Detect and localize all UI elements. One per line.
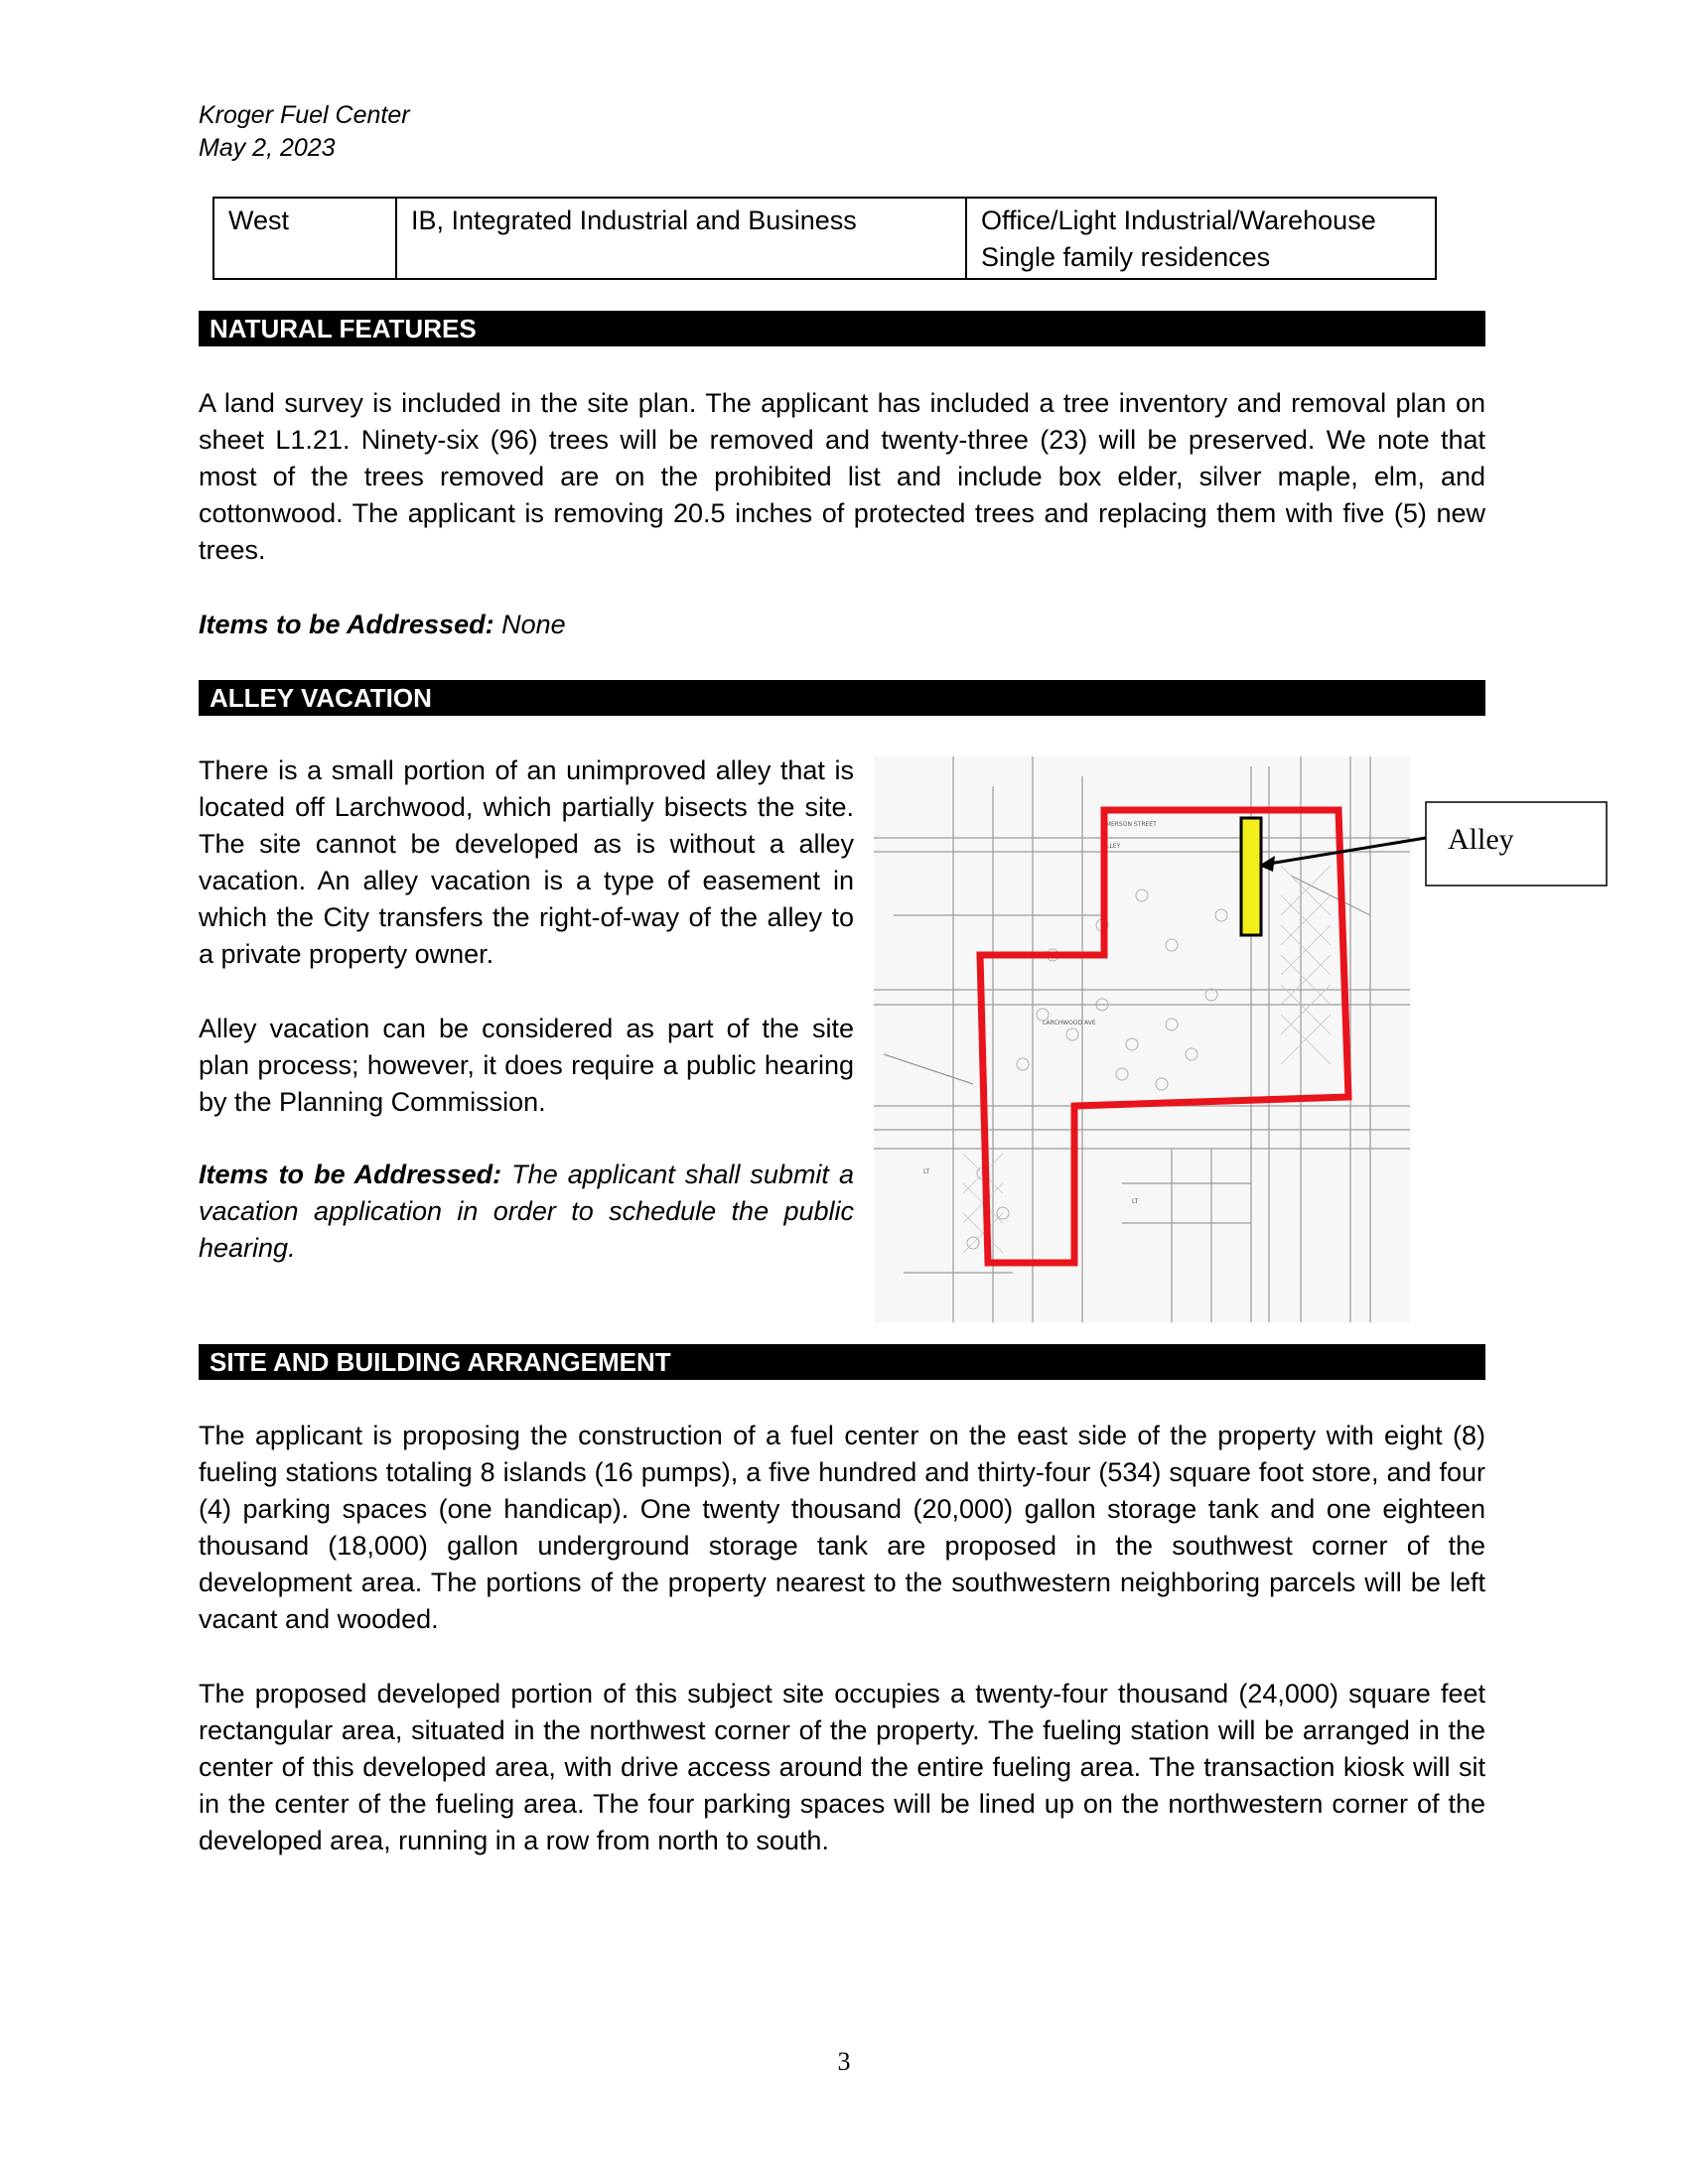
map-background: [874, 756, 1410, 1322]
alley-highlight: [1241, 818, 1261, 935]
section-heading-site-building: SITE AND BUILDING ARRANGEMENT: [199, 1344, 1485, 1380]
map-label: EMERSON STREET: [1102, 821, 1157, 828]
map-label: LARCHWOOD AVE: [1043, 1020, 1096, 1026]
callout-label: Alley: [1448, 823, 1514, 856]
site-plan-map: [874, 756, 1609, 1322]
section-heading-alley-vacation: ALLEY VACATION: [199, 680, 1485, 716]
land-use-cell: [966, 198, 1436, 279]
header-title: Kroger Fuel Center: [199, 101, 410, 129]
land-use-line: Office/Light Industrial/Warehouse: [981, 205, 1376, 235]
natural-features-body: A land survey is included in the site plan. The applicant has included a tree inventory and removal plan on sheet L1.21. Ninety-six (96) trees will be removed and twenty-three (23) will be preserved. We note that most of the trees removed are on the prohibited list and include box elder, silver maple, elm, and cottonwood. The applicant is removing 20.5 inches of protected trees and replacing them with five (5) new trees.: [199, 388, 1485, 565]
map-label: ALLEY: [1102, 843, 1121, 850]
items-label: Items to be Addressed:: [199, 610, 494, 639]
alley-vacation-para1: There is a small portion of an unimproved alley that is located off Larchwood, which partially bisects the site. The site cannot be developed as is without a alley vacation. An alley vacation is a type of easement in which the City transfers the right-of-way of the alley to a private property owner.: [199, 755, 854, 969]
running-header: [199, 99, 410, 165]
direction-cell: West: [213, 198, 396, 279]
section-heading-natural-features: NATURAL FEATURES: [199, 311, 1485, 346]
alley-vacation-para2: Alley vacation can be considered as part of the site plan process; however, it does require a public hearing by the Planning Commission.: [199, 1014, 854, 1117]
land-use-line: Single family residences: [981, 242, 1271, 272]
items-value: None: [493, 610, 566, 639]
items-label: Items to be Addressed:: [199, 1160, 502, 1189]
site-building-para1: The applicant is proposing the construction of a fuel center on the east side of the property with eight (8) fueling stations totaling 8 islands (16 pumps), a five hundred and thirty-four (534) square foot store, and four (4) parking spaces (one handicap). One twenty thousand (20,000) gallon storage tank and one eighteen thousand (18,000) gallon underground storage tank are proposed in the southwest corner of the development area. The portions of the property nearest to the southwestern neighboring parcels will be left vacant and wooded.: [199, 1421, 1485, 1634]
site-building-para2: The proposed developed portion of this subject site occupies a twenty-four thousand (24,000) square feet rectangular area, situated in the northwest corner of the property. The fueling station will be arranged in the center of this developed area, with drive access around the entire fueling area. The transaction kiosk will sit in the center of the fueling area. The four parking spaces will be lined up on the northwestern corner of the developed area, running in a row from north to south.: [199, 1679, 1485, 1855]
natural-features-items: [199, 607, 1485, 643]
map-label: LT: [1132, 1198, 1139, 1205]
table-row: [213, 198, 1436, 279]
page-number: 3: [837, 2047, 851, 2076]
zoning-cell: IB, Integrated Industrial and Business: [396, 198, 966, 279]
alley-vacation-items: [199, 1157, 854, 1267]
items-value: The applicant shall submit a vacation application in order to schedule the public hearing.: [199, 1160, 854, 1263]
zoning-table: [212, 197, 1437, 280]
map-label: LT: [923, 1168, 930, 1175]
header-date: May 2, 2023: [199, 134, 336, 162]
